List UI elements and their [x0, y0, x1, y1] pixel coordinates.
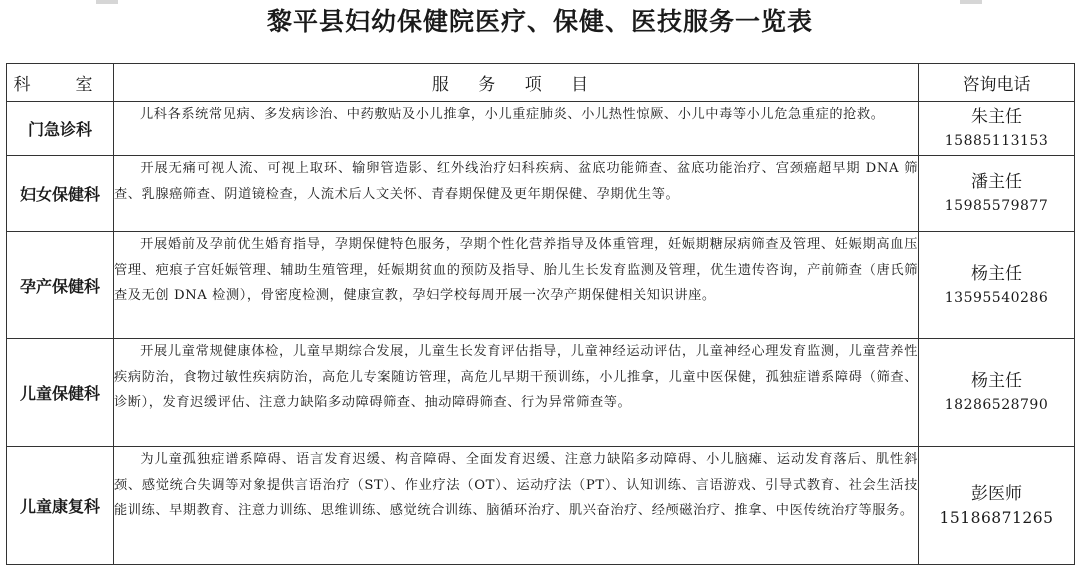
header-department: 科 室	[7, 64, 114, 102]
services-text: 开展儿童常规健康体检，儿童早期综合发展，儿童生长发育评估指导，儿童神经运动评估，儿童神经心理发育监测，儿童营养性疾病防治，食物过敏性疾病防治，高危儿专案随访管理，高危儿早期干预训练，小儿推拿，儿童中医保健，孤独症谱系障碍（筛查、诊断），发育迟缓评估、注意力缺陷多动障碍筛查、抽动障碍筛查、行为异常筛查等。	[114, 344, 918, 410]
contact-cell	[919, 447, 1075, 565]
services-text: 开展无痛可视人流、可视上取环、输卵管造影、红外线治疗妇科疾病、盆底功能筛查、盆底功能治疗、宫颈癌超早期 DNA 筛查、乳腺癌筛查、阴道镜检查，人流术后人文关怀、青春期保健及更年期保健、孕期优生等。	[114, 161, 918, 202]
table-row	[7, 102, 1075, 156]
contact-name: 杨主任	[971, 371, 1022, 391]
contact-cell	[919, 102, 1075, 156]
services-cell	[114, 232, 919, 339]
department-cell: 妇女保健科	[7, 156, 114, 232]
contact-name: 彭医师	[971, 484, 1022, 504]
services-text: 为儿童孤独症谱系障碍、语言发育迟缓、构音障碍、全面发育迟缓、注意力缺陷多动障碍、小儿脑瘫、运动发育落后、肌性斜颈、感觉统合失调等对象提供言语治疗（ST）、作业疗法（OT）、运动疗法（PT）、认知训练、言语游戏、引导式教育、社会生活技能训练、早期教育、注意力训练、思维训练、感觉统合训练、脑循环治疗、肌兴奋治疗、经颅磁治疗、推拿、中医传统治疗等服务。	[114, 452, 918, 518]
service-table	[6, 63, 1075, 565]
services-cell	[114, 447, 919, 565]
header-services: 服 务 项 目	[114, 64, 919, 102]
services-text: 开展婚前及孕前优生婚育指导，孕期保健特色服务，孕期个性化营养指导及体重管理，妊娠期糖尿病筛查及管理、妊娠期高血压管理、疤痕子宫妊娠管理、辅助生殖管理，妊娠期贫血的预防及指导、胎儿生长发育监测及管理，优生遗传咨询，产前筛查（唐氏筛查及无创 DNA 检测），骨密度检测，健康宣教，孕妇学校每周开展一次孕产期保健相关知识讲座。	[114, 237, 918, 303]
contact-phone: 13595540286	[944, 289, 1049, 306]
contact-cell	[919, 156, 1075, 232]
contact-phone: 18286528790	[944, 397, 1049, 413]
contact-name: 朱主任	[971, 107, 1022, 127]
services-text: 儿科各系统常见病、多发病诊治、中药敷贴及小儿推拿，小儿重症肺炎、小儿热性惊厥、小儿中毒等小儿危急重症的抢救。	[140, 107, 885, 122]
header-phone: 咨询电话	[919, 64, 1075, 102]
services-cell	[114, 102, 919, 156]
table-row	[7, 447, 1075, 565]
table-row	[7, 339, 1075, 447]
services-cell	[114, 339, 919, 447]
contact-cell	[919, 339, 1075, 447]
table-row	[7, 156, 1075, 232]
page-title: 黎平县妇幼保健院医疗、保健、医技服务一览表	[266, 7, 813, 36]
contact-cell	[919, 232, 1075, 339]
contact-phone: 15186871265	[939, 509, 1054, 527]
department-cell: 儿童康复科	[7, 447, 114, 565]
contact-name: 潘主任	[971, 172, 1022, 192]
contact-phone: 15885113153	[944, 133, 1049, 149]
contact-name: 杨主任	[971, 263, 1022, 284]
table-header-row	[7, 64, 1075, 102]
table-row	[7, 232, 1075, 339]
department-cell: 儿童保健科	[7, 339, 114, 447]
services-cell	[114, 156, 919, 232]
department-cell: 孕产保健科	[7, 232, 114, 339]
department-cell: 门急诊科	[7, 102, 114, 156]
contact-phone: 15985579877	[944, 198, 1049, 214]
